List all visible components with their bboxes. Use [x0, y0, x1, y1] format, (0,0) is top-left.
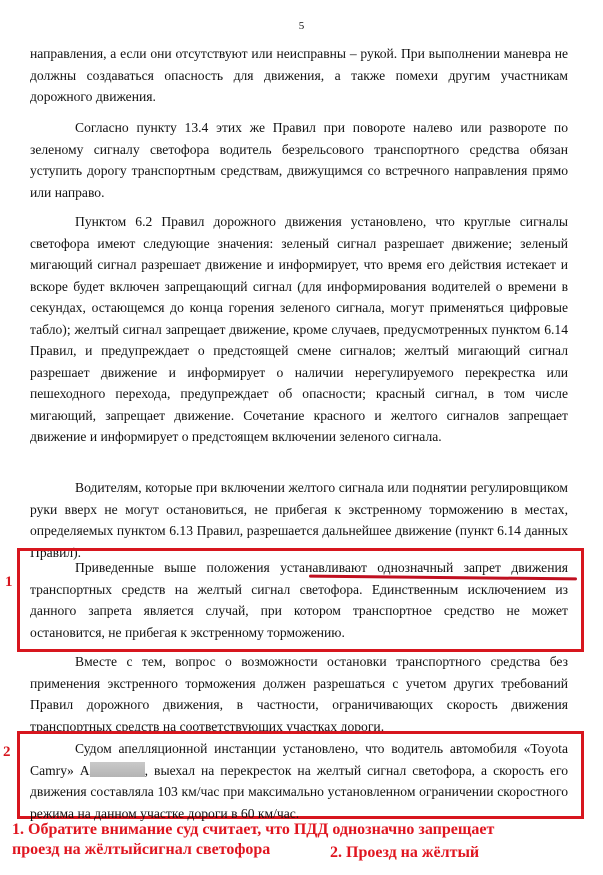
paragraph-maneuver: направления, а если они отсутствуют или неисправны – рукой. При выполнении маневра не должны создаваться опасность для движения, а также помехи другим участникам дорожного движения. — [30, 46, 568, 104]
paragraph-rule-6-14: Водителям, которые при включении желтого сигнала или поднятии регулировщиком руки вверх не могут остановиться, не прибегая к экстренному торможению в местах, определяемых пунктом 6.13 Правил, разрешается дальнейшее движение (пункт 6.14 данных Правил). — [30, 480, 568, 560]
annotation-note-2: 2. Проезд на жёлтый — [330, 844, 480, 861]
paragraph-unambiguous-prohibition: Приведенные выше положения устанавливают однозначный запрет движения транспортных средств на желтый сигнал светофора. Единственным исключением из данного запрета является случай, при котором транспортное средство не может остановится, не прибегая к экстренному торможению. — [30, 560, 568, 640]
paragraph-appeal-court-finding — [30, 738, 568, 824]
page-number: 5 — [298, 20, 305, 32]
redacted-name-block — [90, 762, 145, 777]
highlight-label-1: 1 — [5, 574, 13, 590]
annotation-note-1-line-2: проезд на жёлтыйсигнал светофора — [12, 841, 271, 858]
finding-text-end: , выехал на перекресток на желтый сигнал светофора, а скорость его движения составляла 103 км/час при максимально установленном ограничении скоростного режима на данном участке дороги в 60 км/час. — [30, 762, 568, 821]
finding-text-start: Судом апелляционной инстанции установлено, что водитель автомобиля «Toyota Camry» А — [30, 741, 568, 778]
paragraph-rule-13-4: Согласно пункту 13.4 этих же Правил при повороте налево или развороте по зеленому сигналу светофора водитель безрельсового транспортного средства обязан уступить дорогу транспортным средствам, движущимся со встречного направления прямо или направо. — [30, 120, 568, 200]
highlight-label-2: 2 — [3, 744, 11, 760]
paragraph-emergency-braking: Вместе с тем, вопрос о возможности остановки транспортного средства без применения экстренного торможения должен разрешаться с учетом других требований Правил дорожного движения, в частности, ограничивающих скорость движения транспортных средств на соответствующих участках дороги. — [30, 654, 568, 734]
annotation-note-1-line-1: 1. Обратите внимание суд считает, что ПДД однозначно запрещает — [12, 821, 495, 838]
paragraph-rule-6-2: Пунктом 6.2 Правил дорожного движения установлено, что круглые сигналы светофора имеют следующие значения: зеленый сигнал разрешает движение; зеленый мигающий сигнал разрешает движение и информирует, что время его действия истекает и вскоре будет включен запрещающий сигнал (для информирования водителей о времени в секундах, остающемся до конца горения зеленого сигнала, могут применяться цифровые табло); желтый сигнал запрещает движение, кроме случаев, предусмотренных пунктом 6.14 Правил, и предупреждает о предстоящей смене сигналов; желтый мигающий сигнал разрешает движение и информирует о наличии нерегулируемого перекрестка или пешеходного перехода, предупреждает об опасности; красный сигнал, в том числе мигающий, запрещает движение. Сочетание красного и желтого сигналов запрещает движение и информирует о предстоящем включении зеленого сигнала. — [30, 214, 568, 444]
